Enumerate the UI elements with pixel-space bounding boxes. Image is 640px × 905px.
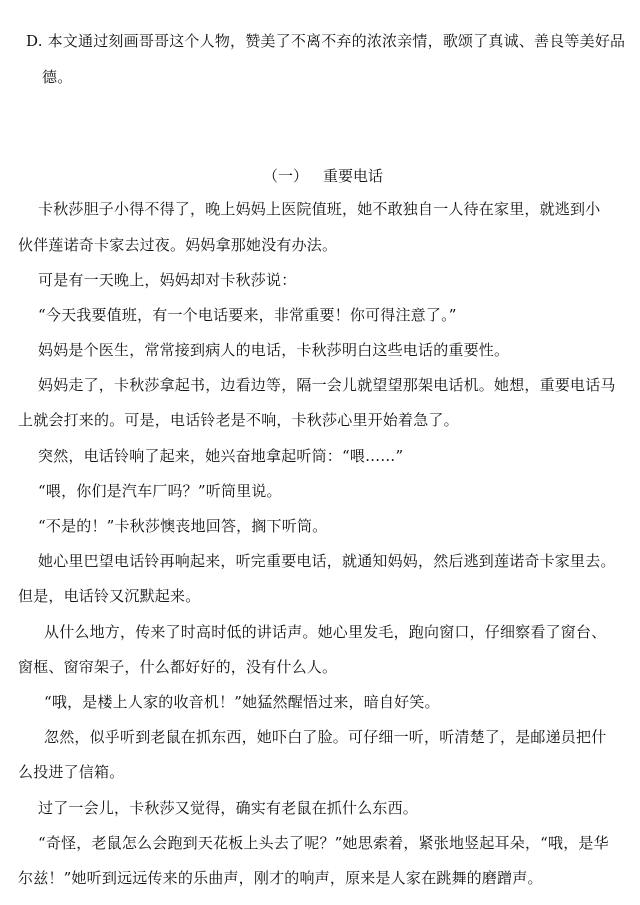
story-line-6: 妈妈走了，卡秋莎拿起书，边看边等，隔一会儿就望望那架电话机。她想，重要电话马: [38, 376, 616, 394]
story-line-4: “今天我要值班，有一个电话要来，非常重要！你可得注意了。”: [38, 306, 457, 324]
story-line-18: 过了一会儿，卡秋莎又觉得，确实有老鼠在抓什么东西。: [38, 799, 419, 817]
story-line-15: “哦，是楼上人家的收音机！”她猛然醒悟过来，暗自好笑。: [44, 693, 440, 711]
section-number: （一）: [263, 167, 309, 185]
story-line-1: 卡秋莎胆子小得不得了，晚上妈妈上医院值班，她不敢独自一人待在家里，就逃到小: [38, 200, 601, 218]
story-line-19: “奇怪，老鼠怎么会跑到天花板上头去了呢？”她思索着，紧张地竖起耳朵，“哦，是华: [38, 834, 609, 852]
story-line-13: 从什么地方，传来了时高时低的讲话声。她心里发毛，跑向窗口，仔细察看了窗台、: [44, 623, 607, 641]
option-d-line-2: 德。: [42, 68, 73, 86]
story-line-5: 妈妈是个医生，常常接到病人的电话，卡秋莎明白这些电话的重要性。: [38, 341, 510, 359]
story-line-16: 忽然，似乎听到老鼠在抓东西，她吓白了脸。可仔细一听，听清楚了，是邮递员把什: [44, 728, 607, 746]
story-line-12: 但是，电话铃又沉默起来。: [18, 587, 201, 605]
story-line-9: “喂，你们是汽车厂吗？”听筒里说。: [38, 482, 282, 500]
story-line-20: 尔兹！”她听到远远传来的乐曲声，刚才的响声，原来是人家在跳舞的磨蹭声。: [18, 869, 543, 887]
story-line-3: 可是有一天晚上，妈妈却对卡秋莎说：: [38, 271, 297, 289]
section-title: 重要电话: [323, 167, 384, 185]
story-line-8: 突然，电话铃响了起来，她兴奋地拿起听筒：“喂……”: [38, 447, 404, 465]
story-line-7: 上就会打来的。可是，电话铃老是不响，卡秋莎心里开始着急了。: [18, 411, 459, 429]
story-line-11: 她心里巴望电话铃再响起来，听完重要电话，就通知妈妈，然后逃到莲诺奇卡家里去。: [38, 552, 616, 570]
story-line-14: 窗框、窗帘架子，什么都好好的，没有什么人。: [18, 658, 338, 676]
story-line-10: “不是的！”卡秋莎懊丧地回答，搁下听筒。: [38, 517, 328, 535]
story-line-17: 么投进了信箱。: [18, 763, 125, 781]
story-line-2: 伙伴莲诺奇卡家去过夜。妈妈拿那她没有办法。: [18, 236, 338, 254]
option-d-line-1: D. 本文通过刻画哥哥这个人物，赞美了不离不弃的浓浓亲情，歌颂了真诚、善良等美好品: [26, 32, 626, 50]
